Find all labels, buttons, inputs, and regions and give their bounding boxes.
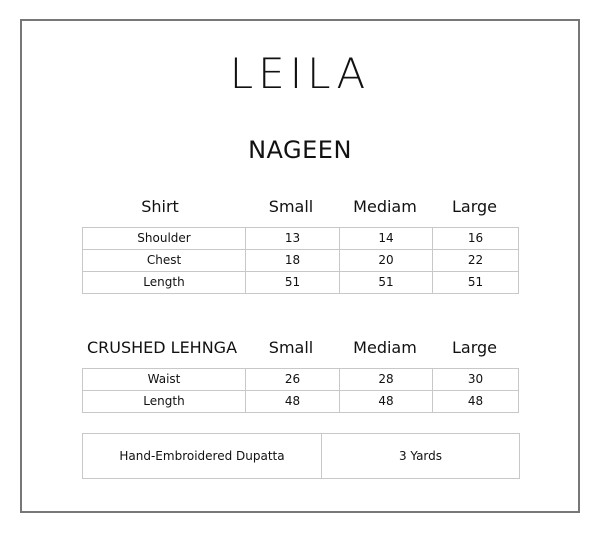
shirt-header-small: Small: [268, 197, 314, 216]
table-row: [83, 250, 519, 272]
cell-small: 18: [246, 250, 340, 272]
cell-small: 26: [246, 369, 340, 391]
row-label: Length: [83, 272, 246, 294]
lehnga-header-large: Large: [451, 338, 497, 357]
lehnga-size-table: [82, 368, 519, 413]
shirt-header-large: Large: [451, 197, 497, 216]
row-label: Chest: [83, 250, 246, 272]
row-label: Waist: [83, 369, 246, 391]
cell-large: 30: [433, 369, 519, 391]
dupatta-label: Hand-Embroidered Dupatta: [83, 434, 322, 479]
dupatta-table: [82, 433, 520, 479]
cell-large: 51: [433, 272, 519, 294]
cell-medium: 20: [340, 250, 433, 272]
cell-medium: 28: [340, 369, 433, 391]
lehnga-header-small: Small: [268, 338, 314, 357]
cell-large: 48: [433, 391, 519, 413]
shirt-section-header: Shirt: [141, 197, 179, 216]
row-label: Shoulder: [83, 228, 246, 250]
table-row: [83, 228, 519, 250]
product-title: NAGEEN: [248, 136, 352, 164]
lehnga-section-header: CRUSHED LEHNGA: [86, 338, 238, 357]
dupatta-value: 3 Yards: [322, 434, 520, 479]
cell-medium: 48: [340, 391, 433, 413]
shirt-size-table: [82, 227, 519, 294]
cell-small: 48: [246, 391, 340, 413]
table-row: [83, 434, 520, 479]
table-row: [83, 272, 519, 294]
cell-small: 13: [246, 228, 340, 250]
table-row: [83, 391, 519, 413]
cell-large: 22: [433, 250, 519, 272]
brand-logo: LEILA: [229, 49, 371, 98]
shirt-header-medium: Mediam: [353, 197, 417, 216]
cell-medium: 51: [340, 272, 433, 294]
row-label: Length: [83, 391, 246, 413]
cell-medium: 14: [340, 228, 433, 250]
lehnga-header-medium: Mediam: [353, 338, 417, 357]
cell-small: 51: [246, 272, 340, 294]
cell-large: 16: [433, 228, 519, 250]
table-row: [83, 369, 519, 391]
